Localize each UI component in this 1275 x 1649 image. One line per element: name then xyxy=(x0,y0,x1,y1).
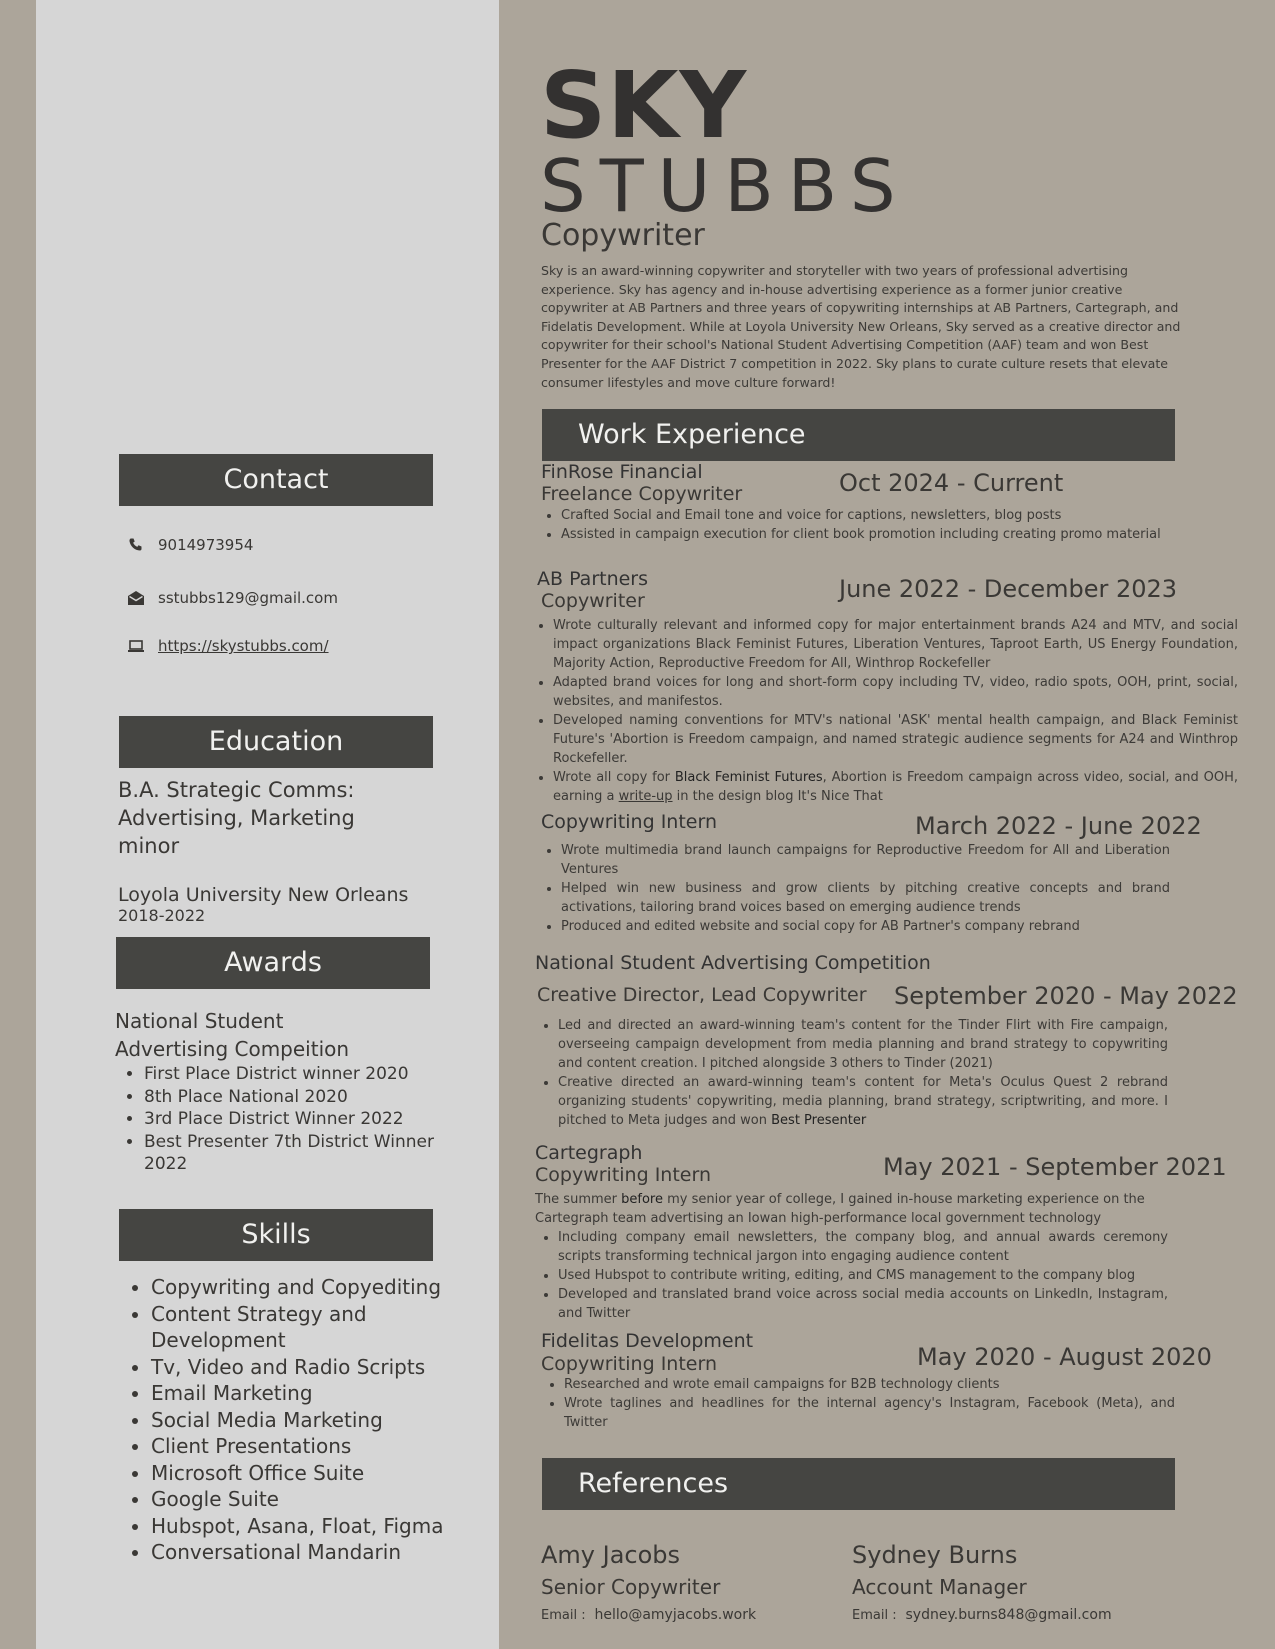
bullet-text: in the design blog It's Nice That xyxy=(672,789,883,804)
degree-line: B.A. Strategic Comms: xyxy=(118,778,355,802)
awards-org-line: Advertising Compeition xyxy=(115,1037,350,1061)
role-title: Copywriting Intern xyxy=(541,811,718,833)
intro-highlight: before xyxy=(621,1192,663,1207)
list-item: • Assisted in campaign execution for client book promotion including creating promo material xyxy=(561,525,1170,544)
job-dates: May 2021 - September 2021 xyxy=(883,1153,1227,1181)
list-item: • Hubspot, Asana, Float, Figma xyxy=(151,1513,451,1540)
job-bullets xyxy=(553,616,1238,806)
list-item: • Content Strategy and Development xyxy=(151,1301,381,1354)
phone-number[interactable]: 9014973954 xyxy=(158,536,254,554)
company-name: FinRose Financial xyxy=(541,461,703,483)
bullet-highlight: Black Feminist Futures xyxy=(674,770,823,785)
reference-name: Amy Jacobs xyxy=(541,1541,681,1569)
intro-text: my senior year of college, I gained in-house marketing experience on the Cartegraph team advertising an Iowan high-performance local government technology xyxy=(535,1192,1145,1226)
degree-line: Advertising, Marketing xyxy=(118,806,355,830)
list-item: • Social Media Marketing xyxy=(151,1407,451,1434)
awards-org xyxy=(115,1007,349,1063)
degree-line: minor xyxy=(118,834,180,858)
skills-heading: Skills xyxy=(119,1209,433,1261)
role-title: Copywriter xyxy=(541,590,645,612)
role-title: Copywriting Intern xyxy=(535,1164,712,1186)
list-item: • Developed naming conventions for MTV's national 'ASK' mental health campaign, and Black Feminist Future's 'Abortion is Freedom campaign, and named strategic audience segments for A24 and Winthrop Rockefeller. xyxy=(553,711,1238,768)
job-dates: June 2022 - December 2023 xyxy=(839,575,1178,603)
list-item: • Used Hubspot to contribute writing, editing, and CMS management to the company blog xyxy=(558,1266,1168,1285)
job-bullets xyxy=(564,1375,1175,1432)
company-name: AB Partners xyxy=(537,568,649,590)
list-item: • Client Presentations xyxy=(151,1433,451,1460)
envelope-icon xyxy=(126,590,146,606)
contact-website xyxy=(126,637,329,655)
intro-text: The summer xyxy=(535,1192,622,1207)
work-heading: Work Experience xyxy=(542,409,1175,461)
list-item: • Produced and edited website and social copy for AB Partner's company rebrand xyxy=(561,917,1170,936)
list-item: • Including company email newsletters, the company blog, and annual awards ceremony scripts transforming technical jargon into engaging audience content xyxy=(558,1228,1168,1266)
laptop-icon xyxy=(126,639,146,653)
job-dates: May 2020 - August 2020 xyxy=(917,1343,1212,1371)
job-bullets xyxy=(561,841,1170,936)
phone-icon xyxy=(126,537,146,553)
job-dates: Oct 2024 - Current xyxy=(839,469,1064,497)
list-item: • Google Suite xyxy=(151,1486,451,1513)
email-label: Email : xyxy=(852,1608,897,1623)
reference-email xyxy=(852,1607,1112,1623)
list-item: • Copywriting and Copyediting xyxy=(151,1274,451,1301)
job-bullets xyxy=(561,506,1170,544)
education-school: Loyola University New Orleans xyxy=(118,884,409,906)
list-item: • Tv, Video and Radio Scripts xyxy=(151,1354,451,1381)
list-item: • First Place District winner 2020 xyxy=(144,1063,434,1086)
references-heading: References xyxy=(542,1458,1175,1510)
list-item: • 8th Place National 2020 xyxy=(144,1086,434,1109)
write-up-link[interactable]: write-up xyxy=(618,789,673,804)
reference-email-address[interactable]: hello@amyjacobs.work xyxy=(594,1607,757,1623)
list-item: • Adapted brand voices for long and short-form copy including TV, video, radio spots, OOH, print, social, websites, and manifestos. xyxy=(553,673,1238,711)
reference-title: Account Manager xyxy=(852,1575,1027,1599)
awards-org-line: National Student xyxy=(115,1009,284,1033)
job-bullets xyxy=(558,1016,1168,1130)
awards-list xyxy=(144,1063,434,1176)
reference-title: Senior Copywriter xyxy=(541,1575,721,1599)
bullet-highlight: Best Presenter xyxy=(771,1113,867,1128)
list-item: • Crafted Social and Email tone and voice for captions, newsletters, blog posts xyxy=(561,506,1170,525)
list-item: • Led and directed an award-winning team's content for the Tinder Flirt with Fire campaign, overseeing campaign development from media planning and brand strategy to copywriting and content creation. I pitched alongside 3 others to Tinder (2021) xyxy=(558,1016,1168,1073)
job-bullets xyxy=(558,1228,1168,1323)
list-item: • Microsoft Office Suite xyxy=(151,1460,451,1487)
list-item: • Wrote multimedia brand launch campaigns for Reproductive Freedom for All and Liberation Ventures xyxy=(561,841,1170,879)
awards-heading: Awards xyxy=(116,937,430,989)
last-name: STUBBS xyxy=(540,144,910,228)
contact-phone xyxy=(126,536,253,554)
list-item: • Wrote taglines and headlines for the internal agency's Instagram, Facebook (Meta), and Twitter xyxy=(564,1394,1175,1432)
list-item xyxy=(558,1073,1168,1130)
contact-heading: Contact xyxy=(119,454,433,506)
list-item: • Researched and wrote email campaigns for B2B technology clients xyxy=(564,1375,1175,1394)
bullet-text: Wrote all copy for xyxy=(553,770,675,785)
summary: Sky is an award-winning copywriter and storyteller with two years of professional advertising experience. Sky has agency and in-house advertising experience as a former junior creative copywriter at AB Partners and three years of copywriting internships at AB Partners, Cartegraph, and Fidelatis Development. While at Loyola University New Orleans, Sky served as a creative director and copywriter for their school's National Student Advertising Competition (AAF) team and won Best Presenter for the AAF District 7 competition in 2022. Sky plans to curate culture resets that elevate consumer lifestyles and move culture forward! xyxy=(541,263,1181,390)
list-item: • Developed and translated brand voice across social media accounts on LinkedIn, Instagram, and Twitter xyxy=(558,1285,1168,1323)
role-title: Copywriting Intern xyxy=(541,1353,718,1375)
reference-email xyxy=(541,1607,756,1623)
company-name: Cartegraph xyxy=(535,1142,643,1164)
education-degree xyxy=(118,776,355,860)
skills-list xyxy=(151,1274,451,1566)
education-heading: Education xyxy=(119,716,433,768)
reference-name: Sydney Burns xyxy=(852,1541,1018,1569)
contact-email xyxy=(126,589,338,607)
role-title: Freelance Copywriter xyxy=(541,483,743,505)
job-dates: March 2022 - June 2022 xyxy=(915,812,1202,840)
list-item: • Conversational Mandarin xyxy=(151,1539,451,1566)
email-address[interactable]: sstubbs129@gmail.com xyxy=(158,589,338,607)
education-years: 2018-2022 xyxy=(118,906,206,925)
list-item: • Helped win new business and grow clients by pitching creative concepts and brand activations, tailoring brand voices based on emerging audience trends xyxy=(561,879,1170,917)
reference-email-address[interactable]: sydney.burns848@gmail.com xyxy=(905,1607,1112,1623)
job-intro xyxy=(535,1190,1168,1228)
bullet-text: Creative directed an award-winning team's content for Meta's Oculus Quest 2 rebrand organizing students' copywriting, media planning, brand strategy, scriptwriting, and more. I pitched to Meta judges and won xyxy=(558,1075,1168,1128)
list-item: • Wrote culturally relevant and informed copy for major entertainment brands A24 and MTV, and social impact organizations Black Feminist Futures, Liberation Ventures, Taproot Earth, US Energy Foundation, Majority Action, Reproductive Freedom for All, Winthrop Rockefeller xyxy=(553,616,1238,673)
list-item: • Best Presenter 7th District Winner 2022 xyxy=(144,1131,434,1176)
job-title: Copywriter xyxy=(541,218,705,253)
email-label: Email : xyxy=(541,1608,586,1623)
list-item: • Email Marketing xyxy=(151,1380,451,1407)
first-name: SKY xyxy=(540,52,748,159)
role-title: Creative Director, Lead Copywriter xyxy=(537,984,867,1006)
list-item xyxy=(553,768,1238,806)
job-dates: September 2020 - May 2022 xyxy=(894,982,1238,1010)
company-name: Fidelitas Development xyxy=(541,1330,754,1352)
company-name: National Student Advertising Competition xyxy=(535,952,931,974)
bullet-text: , Abortion is Freedom campaign across video, social, and OOH, earning a xyxy=(553,770,1238,804)
list-item: • 3rd Place District Winner 2022 xyxy=(144,1108,434,1131)
website-link[interactable]: https://skystubbs.com/ xyxy=(158,637,329,655)
